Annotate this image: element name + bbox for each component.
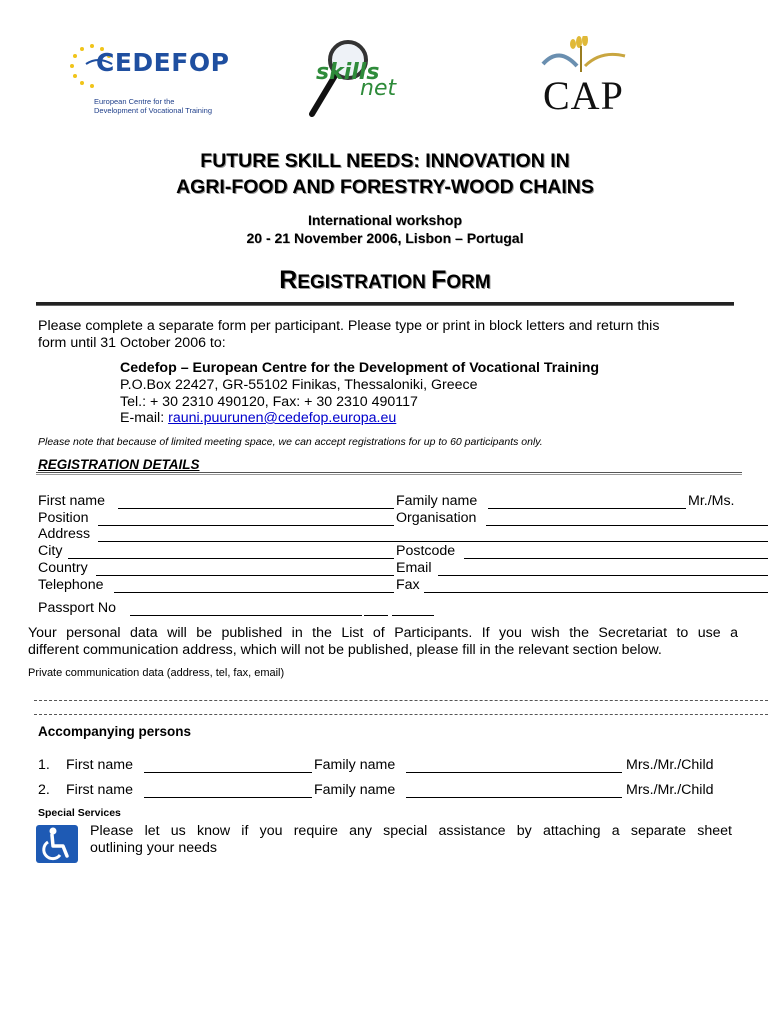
private-data-label: Private communication data (address, tel, fax, email) <box>28 667 285 679</box>
intro-line-2: form until 31 October 2006 to: <box>38 335 226 351</box>
city-label: City <box>38 543 63 559</box>
title-line-1: FUTURE SKILL NEEDS: INNOVATION IN <box>200 150 570 172</box>
email-field[interactable] <box>438 561 768 576</box>
form-title: REGISTRATION FORM <box>279 266 491 294</box>
org-tel: Tel.: + 30 2310 490120, Fax: + 30 2310 490117 <box>120 394 418 410</box>
telephone-field[interactable] <box>114 578 394 593</box>
family-name-label: Family name <box>396 493 478 509</box>
wheelchair-icon <box>36 825 78 863</box>
section-rule <box>36 472 742 475</box>
acc-2-family-field[interactable] <box>406 783 622 798</box>
acc-2-first-label: First name <box>66 782 134 798</box>
position-field[interactable] <box>98 511 394 526</box>
passport-label: Passport No <box>38 600 117 616</box>
address-label: Address <box>38 526 91 542</box>
registration-details-heading: REGISTRATION DETAILS <box>38 457 200 472</box>
organisation-field[interactable] <box>486 511 768 526</box>
mr-ms-label[interactable]: Mr./Ms. <box>688 493 735 509</box>
privacy-line-1: Your personal data will be published in the List of Participants. If you wish the Secretariat to use a <box>28 625 738 641</box>
cedefop-name: CEDEFOP <box>96 48 230 77</box>
email-link[interactable]: rauni.puurunen@cedefop.europa.eu <box>168 410 397 426</box>
org-name: Cedefop – European Centre for the Development of Vocational Training <box>120 360 600 376</box>
cap-name: CAP <box>543 73 624 118</box>
special-line-1: Please let us know if you require any special assistance by attaching a separate sheet <box>90 823 732 839</box>
org-address: P.O.Box 22427, GR-55102 Finikas, Thessaloniki, Greece <box>120 377 478 393</box>
email-label: E-mail: <box>120 410 169 426</box>
cedefop-sub-2: Development of Vocational Training <box>94 106 212 115</box>
acc-2-family-label: Family name <box>314 782 396 798</box>
private-data-line-1[interactable] <box>34 700 768 701</box>
email-field-label: Email <box>396 560 432 576</box>
org-email-row <box>120 410 396 427</box>
skillsnet-logo <box>308 38 418 118</box>
title-line-2: AGRI-FOOD AND FORESTRY-WOOD CHAINS <box>176 176 594 198</box>
title-divider <box>36 302 734 306</box>
intro-line-1: Please complete a separate form per participant. Please type or print in block letters and return this <box>38 318 660 334</box>
cedefop-logo <box>68 42 228 117</box>
passport-field[interactable] <box>130 601 362 616</box>
fax-field[interactable] <box>424 578 768 593</box>
special-line-2: outlining your needs <box>90 840 217 856</box>
postcode-field[interactable] <box>464 544 768 559</box>
telephone-label: Telephone <box>38 577 104 593</box>
city-field[interactable] <box>68 544 394 559</box>
cedefop-sub-1: European Centre for the <box>94 97 175 106</box>
accompanying-heading: Accompanying persons <box>38 724 192 739</box>
private-data-line-2[interactable] <box>34 714 768 715</box>
skillsnet-skills: skills <box>316 60 380 85</box>
cap-logo <box>535 36 635 120</box>
acc-2-first-field[interactable] <box>144 783 312 798</box>
capacity-note: Please note that because of limited meeting space, we can accept registrations for up to 60 participants only. <box>38 436 543 448</box>
first-name-field[interactable] <box>118 494 394 509</box>
first-name-label: First name <box>38 493 106 509</box>
acc-2-title[interactable]: Mrs./Mr./Child <box>626 782 714 798</box>
acc-1-title[interactable]: Mrs./Mr./Child <box>626 757 714 773</box>
organisation-label: Organisation <box>396 510 477 526</box>
country-label: Country <box>38 560 88 576</box>
passport-field-3[interactable] <box>392 601 434 616</box>
privacy-line-2: different communication address, which will not be published, please fill in the relevant section below. <box>28 642 662 658</box>
acc-1-family-field[interactable] <box>406 758 622 773</box>
position-label: Position <box>38 510 89 526</box>
fax-label: Fax <box>396 577 420 593</box>
acc-2-num: 2. <box>38 782 50 798</box>
postcode-label: Postcode <box>396 543 456 559</box>
acc-1-family-label: Family name <box>314 757 396 773</box>
workshop-label: International workshop <box>307 212 462 228</box>
special-services-heading: Special Services <box>38 807 121 819</box>
passport-field-2[interactable] <box>364 601 388 616</box>
acc-1-first-label: First name <box>66 757 134 773</box>
acc-1-first-field[interactable] <box>144 758 312 773</box>
country-field[interactable] <box>96 561 394 576</box>
date-place: 20 - 21 November 2006, Lisbon – Portugal <box>246 230 524 246</box>
skillsnet-net: net <box>360 76 397 101</box>
address-field[interactable] <box>98 527 768 542</box>
acc-1-num: 1. <box>38 757 50 773</box>
family-name-field[interactable] <box>488 494 686 509</box>
